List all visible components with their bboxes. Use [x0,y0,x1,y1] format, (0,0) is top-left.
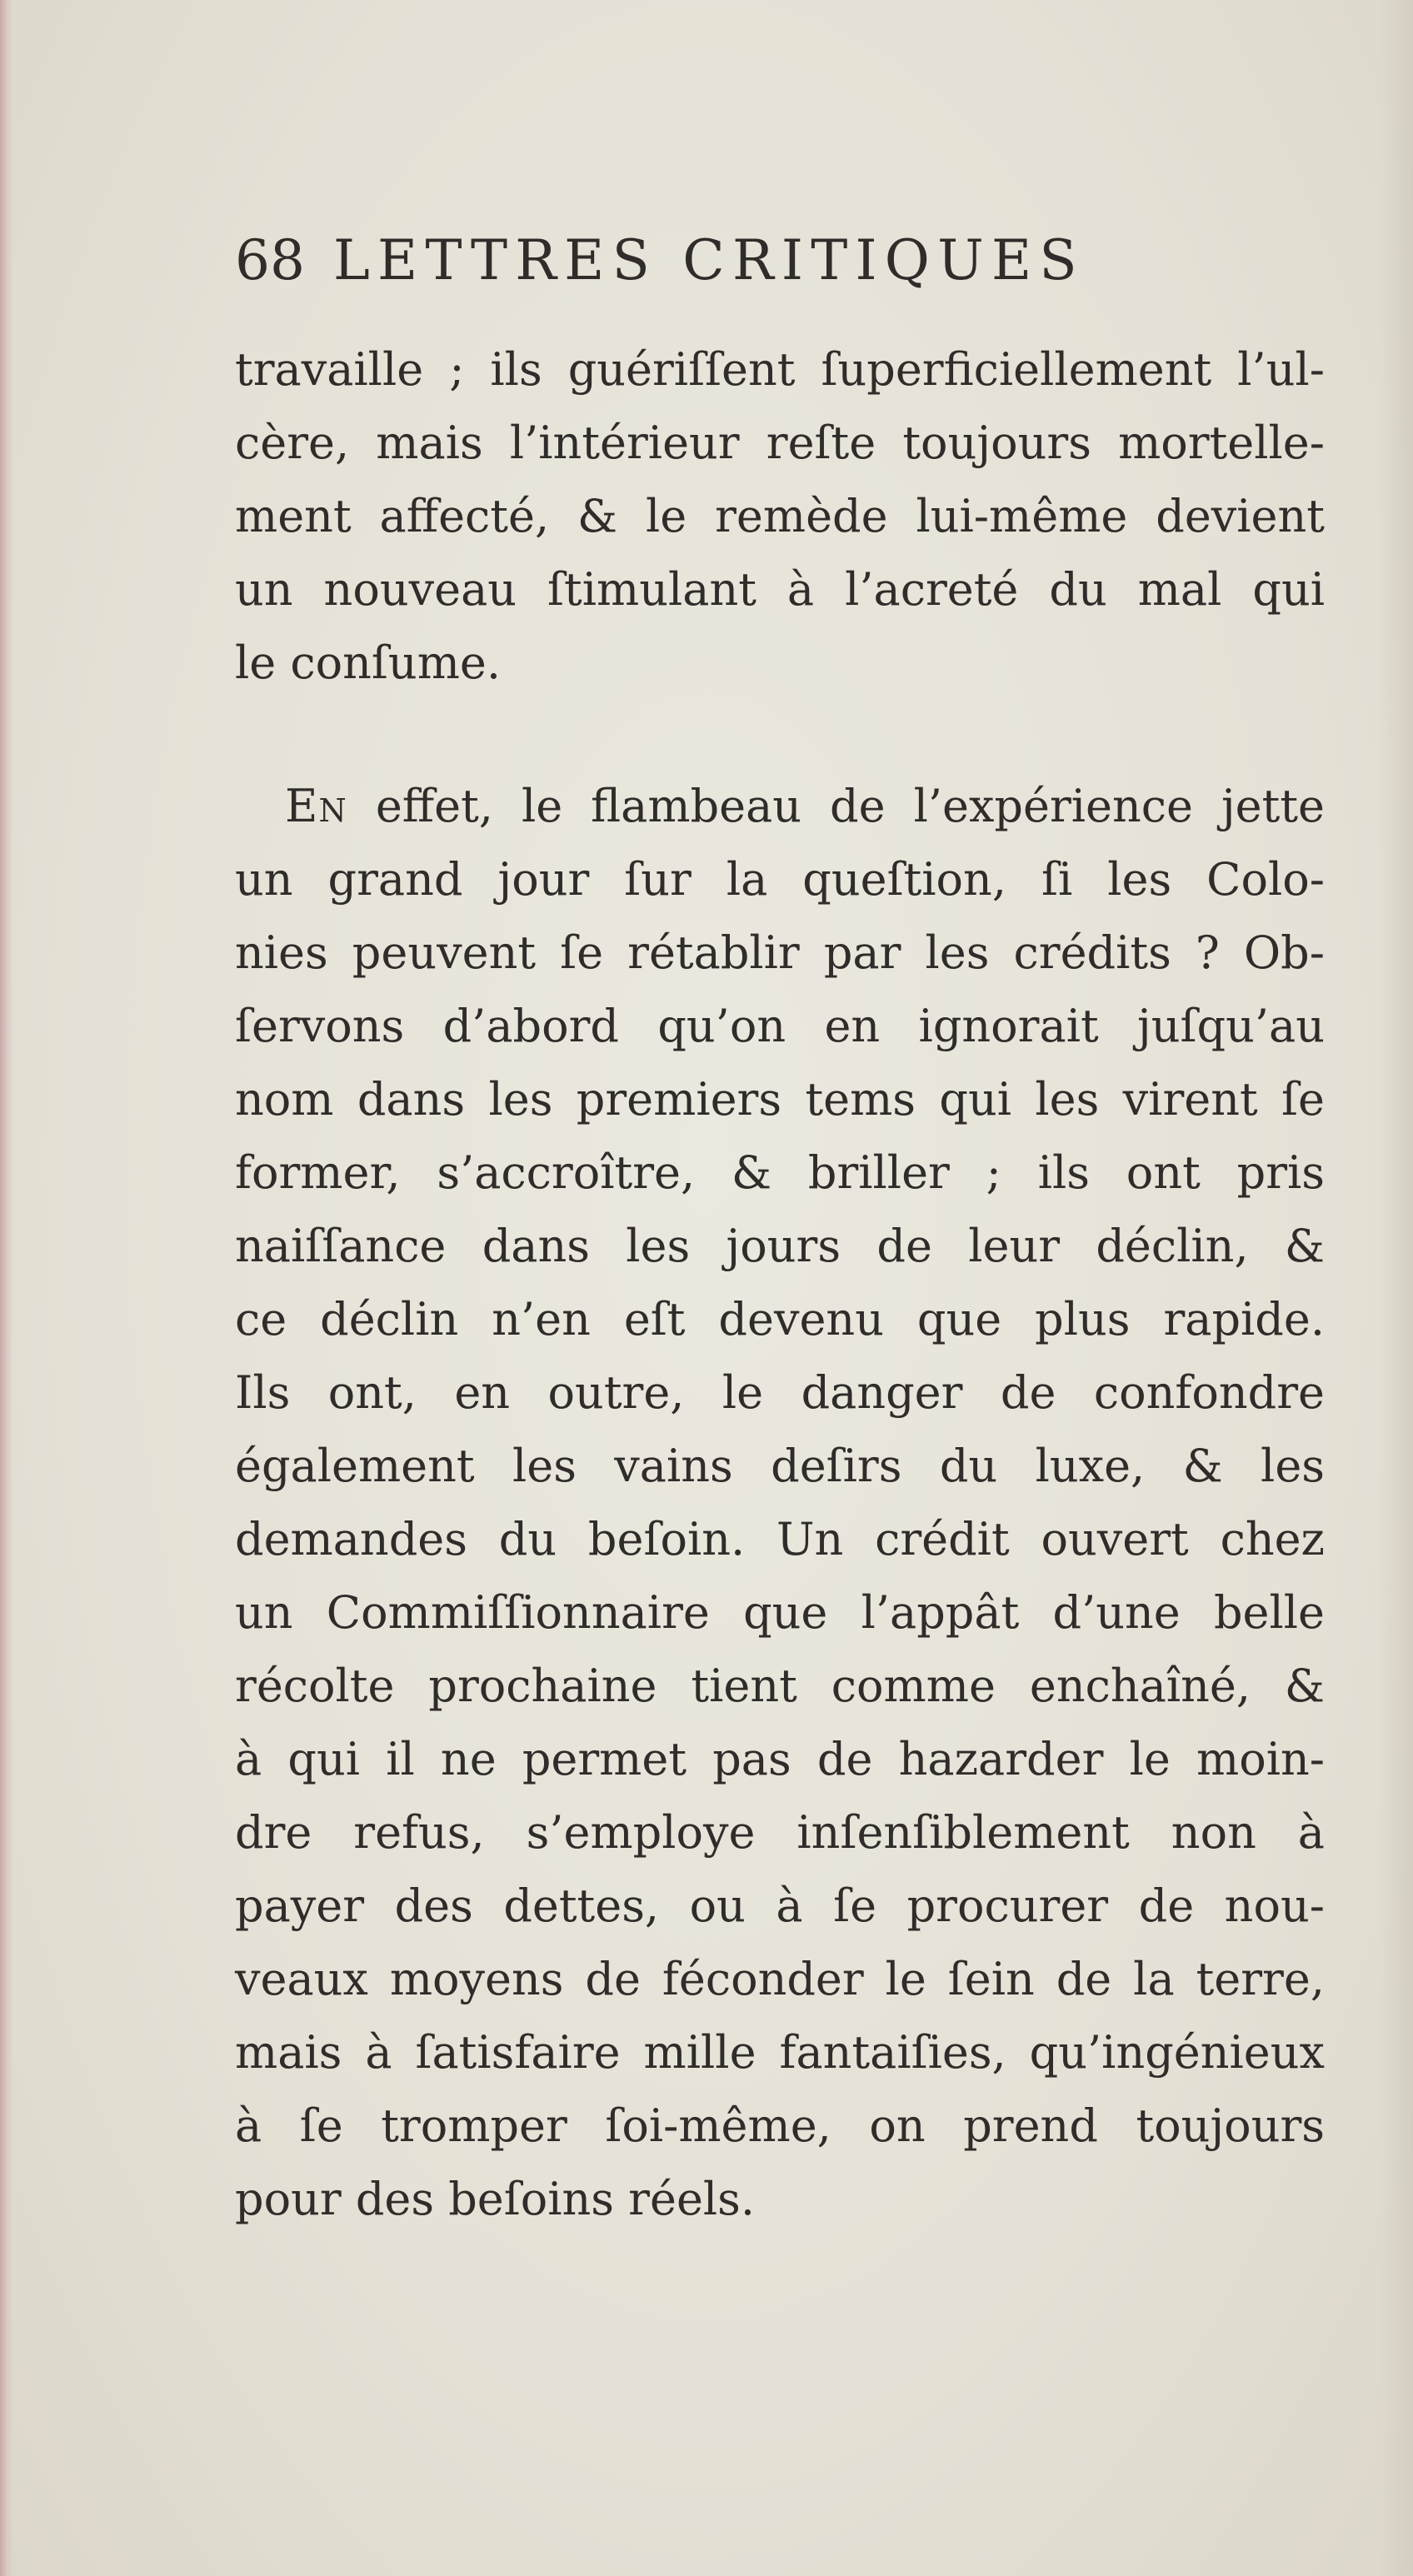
paragraph-2-line-6: former, s’accroître, & briller ; ils ont pris [235,1146,1325,1199]
paragraph-2-line-5: nom dans les premiers tems qui les virent ſe [235,1073,1325,1126]
running-head [235,223,1218,298]
paragraph-2-line-8: ce déclin n’en eſt devenu que plus rapide. [235,1293,1325,1345]
paragraph-1-line-4: un nouveau ſtimulant à l’acreté du mal qui [235,563,1325,616]
page-left-edge [0,0,13,2576]
paragraph-2-line-9: Ils ont, en outre, le danger de confondre [235,1366,1325,1419]
paragraph-2-line-4: ſervons d’abord qu’on en ignorait juſqu’au [235,1000,1325,1052]
paragraph-2-line-1 [285,770,1325,843]
paragraph-1-line-5: le conſume. [235,637,502,689]
paragraph-2-line-7: naiſſance dans les jours de leur déclin, & [235,1220,1325,1272]
paragraph-2-line-18: mais à ſatisfaire mille fantaiſies, qu’ingénieux [235,2026,1325,2079]
paragraph-1-line-2: cère, mais l’intérieur reſte toujours mortelle- [235,417,1325,469]
paragraph-2-line-11: demandes du beſoin. Un crédit ouvert chez [235,1513,1325,1565]
paragraph-2-line-17: veaux moyens de féconder le ſein de la terre, [235,1953,1325,2005]
paragraph-2-line-14: à qui il ne permet pas de hazarder le moin- [235,1733,1325,1785]
paragraph-2-line-12: un Commiſſionnaire que l’appât d’une belle [235,1586,1325,1639]
page-number: 68 [235,228,305,292]
page-right-edge [1380,0,1413,2576]
paragraph-2-line-3: nies peuvent ſe rétablir par les crédits ? Ob- [235,926,1325,979]
paragraph-2-first-word: En [285,780,347,832]
paragraph-2-line-2: un grand jour ſur la queſtion, ſi les Colo- [235,853,1325,906]
paragraph-1-line-3: ment affecté, & le remède lui-même devient [235,490,1325,542]
paragraph-2-line-15: dre refus, s’employe inſenſiblement non à [235,1806,1325,1859]
paragraph-2-line-19: à ſe tromper ſoi-même, on prend toujours [235,2099,1325,2152]
paragraph-2-line-13: récolte prochaine tient comme enchaîné, & [235,1660,1325,1712]
running-title: LETTRES CRITIQUES [332,228,1085,292]
paragraph-2-line-10: également les vains deſirs du luxe, & les [235,1440,1325,1492]
paragraph-2-first-line-rest: effet, le flambeau de l’expérience jette [347,780,1325,832]
paragraph-2-line-16: payer des dettes, ou à ſe procurer de nou- [235,1880,1325,1932]
paragraph-1-line-1: travaille ; ils guériſſent ſuperficiellement l’ul- [235,343,1325,396]
paragraph-2-line-20: pour des beſoins réels. [235,2173,756,2225]
